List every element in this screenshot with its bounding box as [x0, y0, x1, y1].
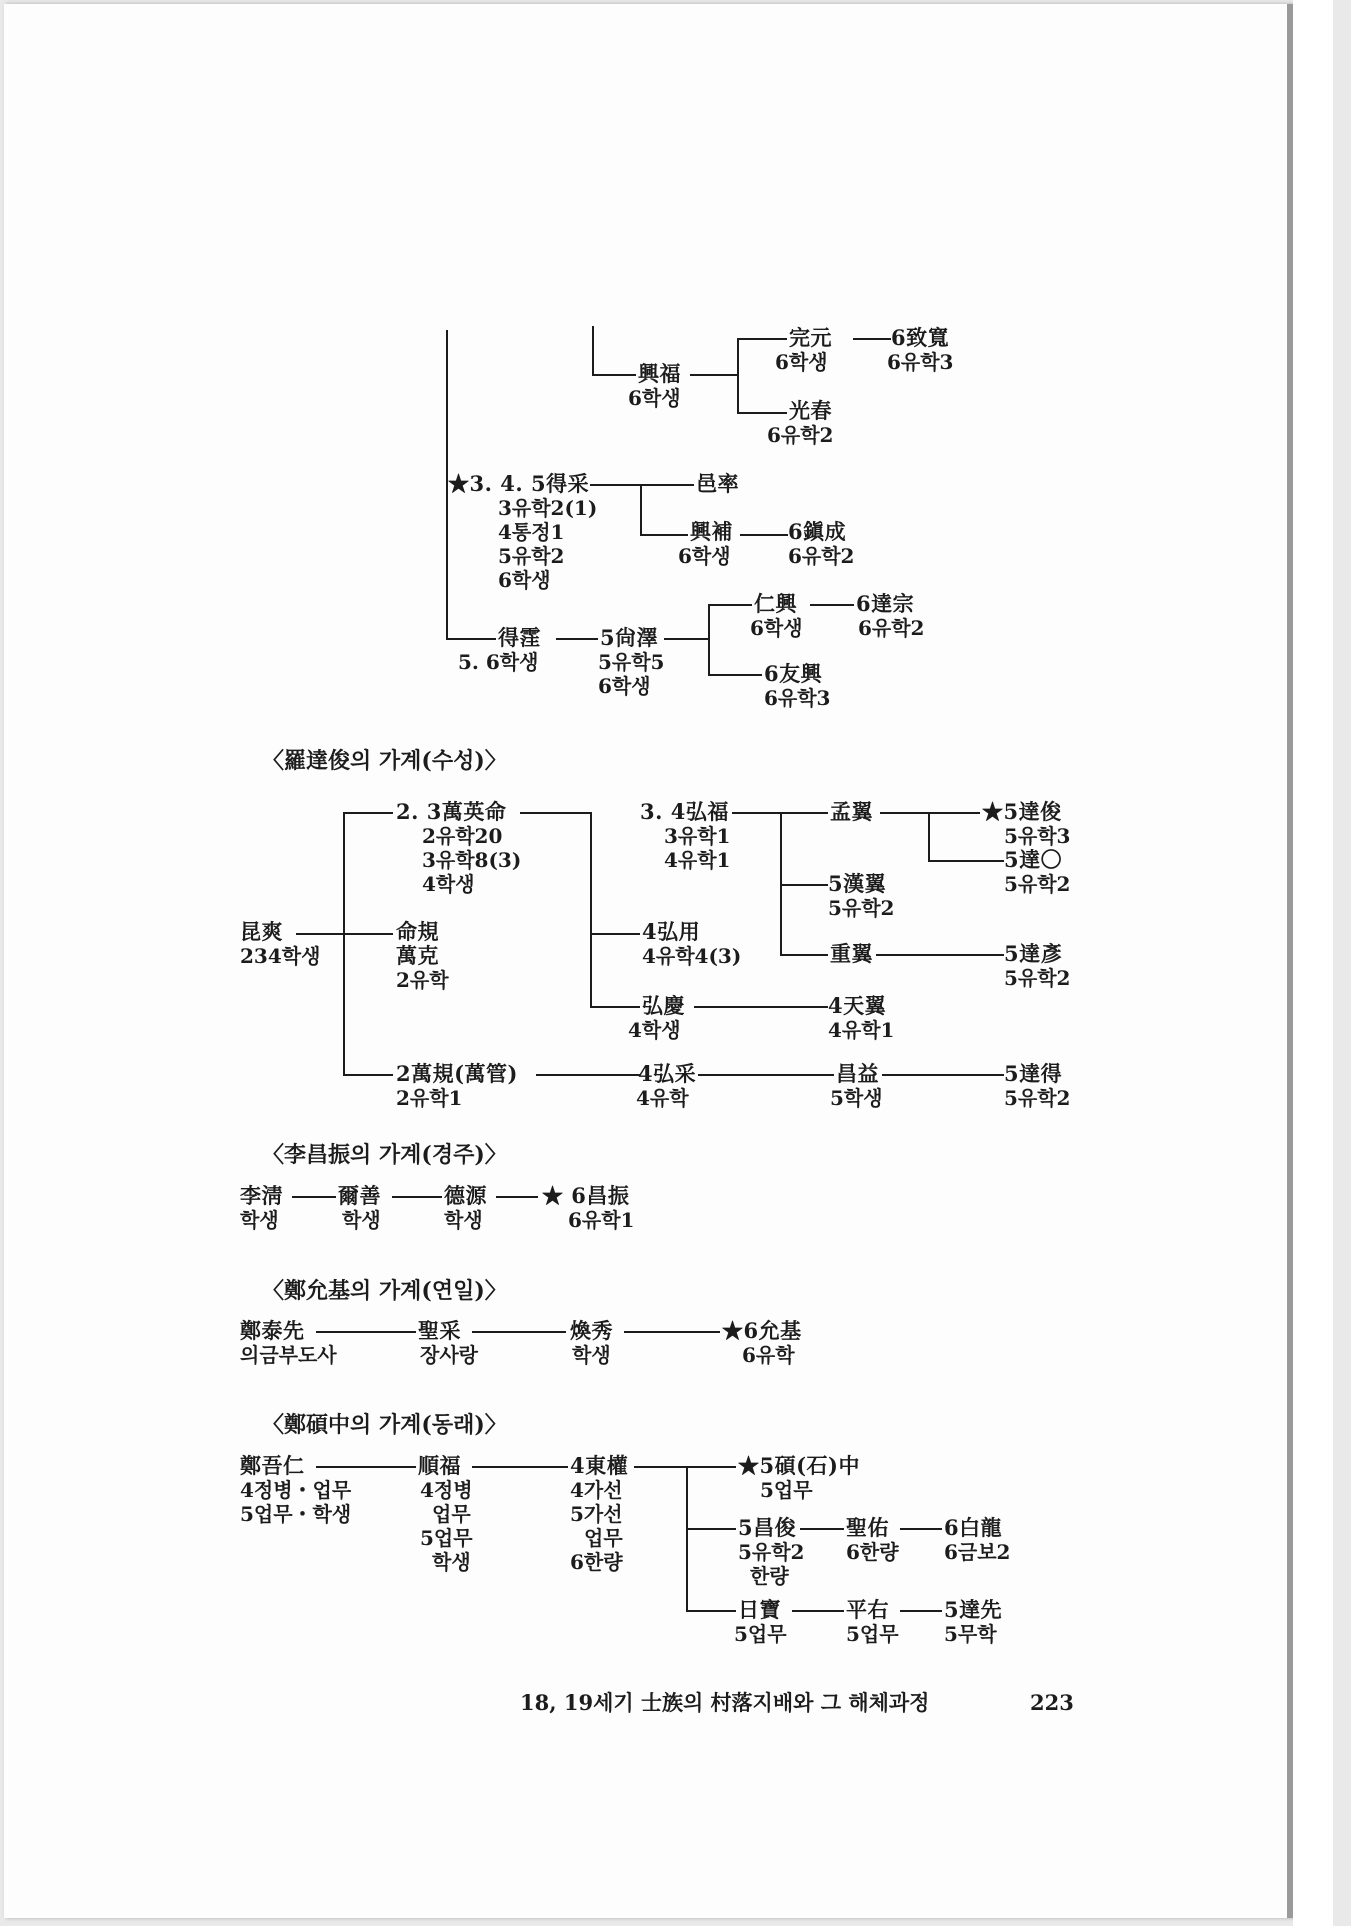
person-status: 4학생 — [422, 872, 475, 896]
tree-line — [592, 374, 636, 376]
tree-line — [900, 1610, 942, 1612]
person-status: 5업무 — [846, 1622, 899, 1646]
person-status: 6유학2 — [788, 544, 855, 568]
person-name: 爾善 — [338, 1183, 381, 1208]
tree-line — [900, 1528, 942, 1530]
person-name: 5達彥 — [1004, 941, 1063, 966]
person-name: 6白龍 — [944, 1515, 1003, 1540]
tree-line — [556, 638, 598, 640]
person-status: 4정병 — [420, 1478, 473, 1502]
tree-line — [472, 1466, 568, 1468]
person-status: 업무 — [584, 1526, 623, 1550]
person-status: 6학생 — [628, 386, 681, 410]
person-name: 興補 — [690, 519, 733, 544]
person-name: 5達得 — [1004, 1061, 1063, 1086]
tree-line — [928, 860, 1004, 862]
tree-line — [446, 638, 496, 640]
person-status: 2유학1 — [396, 1086, 463, 1110]
tree-line — [882, 1074, 1004, 1076]
person-status: 5유학2 — [1004, 1086, 1071, 1110]
tree-line — [316, 1466, 416, 1468]
person-name: 3. 4弘福 — [640, 799, 729, 824]
section-caption: 〈羅達俊의 가계(수성)〉 — [262, 748, 507, 774]
person-status: 6유학1 — [568, 1208, 635, 1232]
person-name: 聖采 — [418, 1318, 461, 1343]
person-status: 4통정1 — [498, 520, 565, 544]
tree-line — [343, 1074, 393, 1076]
person-status: 5유학3 — [1004, 824, 1071, 848]
tree-line — [737, 338, 739, 412]
person-status: 2유학 — [396, 968, 449, 992]
person-name: 李淸 — [240, 1183, 283, 1208]
tree-line — [708, 604, 710, 674]
person-status: 5. 6학생 — [458, 650, 539, 674]
person-name: 順福 — [418, 1453, 461, 1478]
tree-line — [737, 338, 787, 340]
tree-line — [664, 638, 708, 640]
tree-line — [876, 954, 1004, 956]
page-number: 223 — [1030, 1690, 1074, 1715]
person-status: 6학생 — [598, 674, 651, 698]
person-status: 3유학1 — [664, 824, 731, 848]
tree-line — [694, 1006, 828, 1008]
tree-line — [292, 1196, 336, 1198]
tree-line — [590, 933, 640, 935]
person-name: 5尙澤 — [600, 625, 659, 650]
tree-line — [296, 933, 343, 935]
person-status: 2유학20 — [422, 824, 503, 848]
person-name: ★ 6昌振 — [542, 1183, 630, 1208]
person-name: 孟翼 — [830, 799, 873, 824]
person-status: 3유학8(3) — [422, 848, 522, 872]
person-status: 의금부도사 — [240, 1343, 337, 1367]
person-name: 鄭泰先 — [240, 1318, 305, 1343]
person-name: 命規 — [396, 919, 439, 944]
tree-line — [590, 812, 592, 1008]
person-status: 5유학2 — [1004, 872, 1071, 896]
person-name: 6達宗 — [856, 591, 915, 616]
person-name: 5達先 — [944, 1597, 1003, 1622]
person-name: 4東權 — [570, 1453, 629, 1478]
section-caption: 〈鄭碩中의 가계(동래)〉 — [262, 1412, 507, 1438]
person-name: ★5達俊 — [982, 799, 1062, 824]
person-status: 5무학 — [944, 1622, 997, 1646]
tree-line — [686, 1466, 688, 1612]
person-name: 萬克 — [396, 943, 439, 968]
person-name: 5漢翼 — [828, 871, 887, 896]
person-name: 重翼 — [830, 941, 873, 966]
person-name: 6鎭成 — [788, 519, 847, 544]
person-status: 4유학 — [636, 1086, 689, 1110]
person-status: 4학생 — [628, 1018, 681, 1042]
person-name: 昌益 — [836, 1061, 879, 1086]
section-caption: 〈李昌振의 가계(경주)〉 — [262, 1142, 507, 1168]
person-status: 학생 — [444, 1208, 483, 1232]
person-name: 完元 — [789, 325, 832, 350]
tree-line — [686, 1528, 736, 1530]
person-status: 4정병・업무 — [240, 1478, 352, 1502]
person-name: 日寶 — [738, 1597, 781, 1622]
person-name: 德源 — [444, 1183, 487, 1208]
person-status: 6학생 — [498, 568, 551, 592]
person-status: 5업무 — [760, 1478, 813, 1502]
person-name: 光春 — [789, 398, 832, 423]
person-status: 5업무 — [734, 1622, 787, 1646]
tree-line — [592, 326, 594, 376]
tree-line — [686, 1610, 736, 1612]
person-name: 鄭吾仁 — [240, 1453, 305, 1478]
person-name: 弘慶 — [642, 993, 685, 1018]
tree-line — [316, 1331, 416, 1333]
person-status: 6유학3 — [887, 350, 954, 374]
person-name: 4弘用 — [642, 919, 701, 944]
person-name: 仁興 — [754, 591, 797, 616]
tree-line — [640, 534, 688, 536]
person-status: 6금보2 — [944, 1540, 1011, 1564]
person-status: 학생 — [240, 1208, 279, 1232]
person-name: 得霔 — [498, 625, 541, 650]
person-name: 5昌俊 — [738, 1515, 797, 1540]
tree-line — [472, 1331, 566, 1333]
tree-line — [800, 1528, 844, 1530]
tree-line — [780, 884, 828, 886]
person-status: 4유학1 — [828, 1018, 895, 1042]
tree-line — [343, 812, 393, 814]
tree-line — [624, 1331, 720, 1333]
person-name: 6致寬 — [891, 325, 950, 350]
person-status: 한량 — [750, 1564, 789, 1588]
running-title: 18, 19세기 士族의 村落지배와 그 해체과정 — [520, 1690, 930, 1715]
tree-line — [640, 484, 642, 536]
tree-line — [343, 933, 393, 935]
person-name: 昆爽 — [240, 919, 283, 944]
person-name: 2萬規(萬管) — [396, 1061, 518, 1086]
tree-line — [536, 1074, 640, 1076]
tree-line — [392, 1196, 442, 1198]
person-name: 聖佑 — [846, 1515, 889, 1540]
person-status: 6유학2 — [858, 616, 925, 640]
person-name: ★6允基 — [722, 1318, 802, 1343]
person-status: 4가선 — [570, 1478, 623, 1502]
person-status: 장사랑 — [420, 1343, 478, 1367]
person-status: 5업무 — [420, 1526, 473, 1550]
person-name: 邑率 — [696, 471, 739, 496]
tree-line — [496, 1196, 538, 1198]
person-name: 煥秀 — [570, 1318, 613, 1343]
tree-line — [880, 812, 980, 814]
person-name: 平右 — [846, 1597, 889, 1622]
person-name: 4弘采 — [638, 1061, 697, 1086]
tree-line — [634, 1466, 736, 1468]
person-status: 5유학2 — [498, 544, 565, 568]
tree-line — [690, 374, 737, 376]
tree-line — [792, 1610, 844, 1612]
person-status: 3유학2(1) — [498, 496, 598, 520]
person-status: 5유학2 — [1004, 966, 1071, 990]
person-name: ★3. 4. 5得采 — [448, 471, 590, 496]
person-name: 5達〇 — [1004, 847, 1063, 872]
tree-line — [810, 604, 854, 606]
person-status: 업무 — [432, 1502, 471, 1526]
person-status: 5유학5 — [598, 650, 665, 674]
person-status: 5유학2 — [738, 1540, 805, 1564]
tree-line — [708, 674, 762, 676]
person-status: 6한량 — [846, 1540, 899, 1564]
tree-line — [737, 412, 787, 414]
tree-line — [780, 812, 782, 954]
tree-line — [520, 812, 590, 814]
tree-line — [708, 604, 752, 606]
person-status: 4유학4(3) — [642, 944, 742, 968]
person-status: 6학생 — [775, 350, 828, 374]
person-status: 6학생 — [750, 616, 803, 640]
person-status: 5학생 — [830, 1086, 883, 1110]
person-status: 234학생 — [240, 944, 321, 968]
person-status: 6유학2 — [767, 423, 834, 447]
person-status: 6한량 — [570, 1550, 623, 1574]
person-status: 학생 — [572, 1343, 611, 1367]
tree-line — [590, 484, 694, 486]
person-name: 4天翼 — [828, 993, 887, 1018]
tree-line — [343, 812, 345, 1074]
page-margin — [1293, 0, 1333, 1926]
person-status: 학생 — [342, 1208, 381, 1232]
tree-line — [853, 338, 891, 340]
tree-line — [928, 812, 930, 862]
tree-line — [590, 1006, 640, 1008]
person-status: 6학생 — [678, 544, 731, 568]
tree-line — [740, 534, 788, 536]
person-status: 5업무・학생 — [240, 1502, 352, 1526]
person-name: 6友興 — [764, 661, 823, 686]
section-caption: 〈鄭允基의 가계(연일)〉 — [262, 1278, 507, 1304]
person-status: 5가선 — [570, 1502, 623, 1526]
person-status: 학생 — [432, 1550, 471, 1574]
person-status: 6유학3 — [764, 686, 831, 710]
person-status: 4유학1 — [664, 848, 731, 872]
person-status: 5유학2 — [828, 896, 895, 920]
tree-line — [780, 954, 828, 956]
person-name: ★5碩(石)中 — [738, 1453, 860, 1478]
person-name: 2. 3萬英命 — [396, 799, 507, 824]
person-name: 興福 — [638, 361, 681, 386]
person-status: 6유학 — [742, 1343, 795, 1367]
tree-line — [698, 1074, 834, 1076]
